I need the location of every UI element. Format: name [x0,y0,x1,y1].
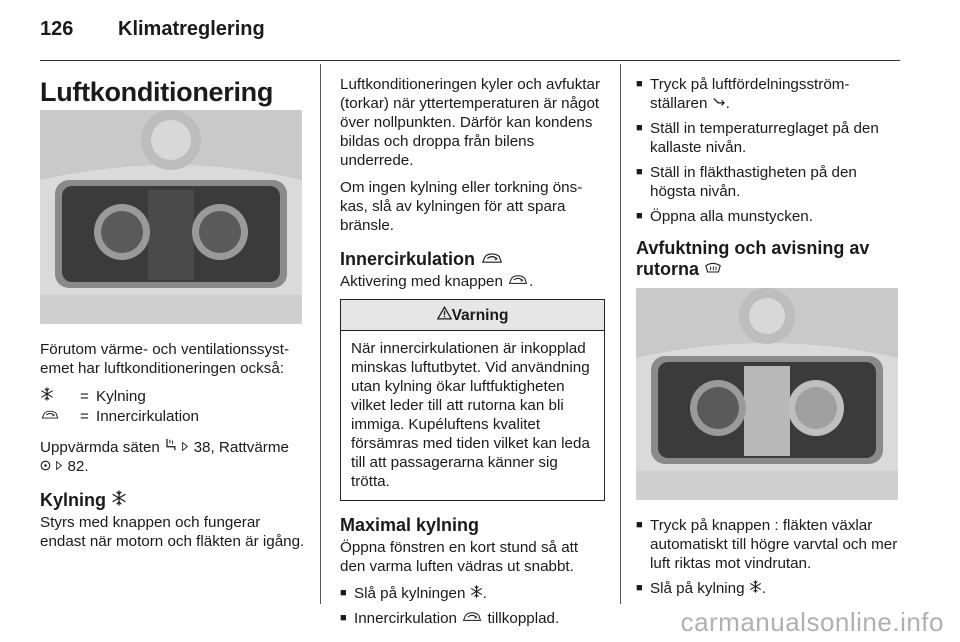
recirculation-text: Aktivering med knappen . [340,273,534,290]
watermark: carmanualsonline.info [680,607,944,637]
ac-fuel-tip: Om ingen kylning eller torkning önskas, slå av kylningen för att spara bränsle. [340,179,583,234]
page-number: 126 [40,18,74,40]
heated-seats-text: Uppvärmda säten [40,439,165,456]
max-cooling-text: Öppna fönstren en kort stund så att den varma luften vädras ut snabbt. [340,539,579,575]
snowflake-icon [749,580,762,593]
snowflake-icon [470,585,483,598]
heated-seats-ref [40,438,305,476]
snowflake-icon [111,490,127,506]
list-item: ■ Ställ in fläkthastigheten på den högsta nivån. [636,164,857,200]
list-item: ■ Tryck på knappen : fläkten växlar automatiskt till högre varvtal och mer luft riktas mot vindrutan. [636,517,898,572]
legend-row-recirculation [40,406,305,426]
intro-text: Förutom värme- och ventilationssystemet har luftkonditioneringen också: [40,341,289,377]
column-divider-2 [620,64,621,604]
list-item: ■ Innercirkulation tillkopplad. [340,610,560,627]
symbol-legend [40,386,305,426]
heated-seats-page-ref: 38, Rattvärme [193,439,289,456]
section-title: Luftkonditionering [40,77,274,107]
list-item: ■ Öppna alla munstycken. [636,208,813,225]
warning-text: När innercirkulationen är inkopplad minskas luftutbytet. Vid användning utan kylning ökar luftfuktigheten vilket leder till att rutorna kan bli immiga. Kupéluftens kvalitet försämras med tiden vilket kan leda till att passagerarna känner sig trötta. [351,340,590,490]
steering-heat-page-ref: 82. [67,458,89,475]
list-item: ■ Slå på kylning . [636,580,767,597]
list-item: ■ Ställ in temperaturreglaget på den kallaste nivån. [636,120,879,156]
legend-label-recirculation: Innercirkulation [96,407,199,425]
recirculation-heading: Innercirkulation [340,249,605,270]
recirculation-icon [461,611,483,623]
air-distribution-feet-icon [712,96,726,108]
warning-box [340,299,605,501]
header-rule [40,60,900,61]
page-ref-icon [181,441,189,452]
column-2 [340,75,605,634]
warning-header [341,300,604,331]
snowflake-icon [40,387,54,401]
legend-label-cooling: Kylning [96,387,146,405]
climate-panel-photo [636,288,898,500]
column-divider-1 [320,64,321,604]
max-cooling-heading: Maximal kylning [340,515,480,535]
steering-wheel-heat-icon [40,460,51,471]
legend-equals: = [80,407,89,425]
cooling-heading: Kylning [40,490,305,511]
legend-row-cooling [40,386,305,406]
column-1 [40,110,305,559]
list-item: ■ Tryck på luftfördelningsströmställaren . [636,76,850,112]
defrost-icon [704,260,722,275]
recirculation-icon [480,252,504,265]
defrost-heading: Avfuktning och avisning av rutorna [636,238,870,279]
warning-title: Varning [451,307,509,324]
chapter-title: Klimatreglering [118,18,265,40]
ac-description: Luftkonditioneringen kyler och avfuktar (torkar) när yttertemperaturen är något över nollpunkten. Därför kan kondens bildas och droppa från bilens underrede. [340,76,601,169]
cooling-text: Styrs med knappen och fungerar endast när motorn och fläkten är igång. [40,514,305,550]
recirculation-icon [507,274,529,286]
climate-panel-photo [40,110,302,324]
legend-equals: = [80,387,89,405]
warning-triangle-icon [437,306,452,320]
page-ref-icon [55,460,63,471]
column-3 [636,75,901,604]
recirculation-icon [40,409,60,421]
list-item: ■ Slå på kylningen . [340,585,487,602]
heated-seat-icon [164,438,177,452]
